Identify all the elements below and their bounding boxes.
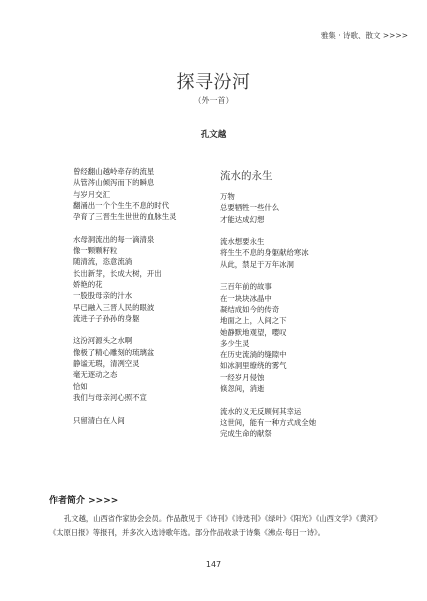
poem-line: 静谧无瑕，清冽空灵	[73, 359, 140, 369]
poem-line: 像极了精心雕刻的琉璃盆	[73, 347, 155, 357]
poem-line: 流水的义无反顾何其幸运	[220, 406, 302, 416]
author-name: 孔文越	[200, 130, 227, 140]
poem-line: 在一块块冰晶中	[220, 293, 272, 303]
stanza-break	[73, 222, 176, 233]
poem-line: 我们与母亲河心照不宣	[73, 392, 147, 402]
stanza-break	[73, 403, 176, 414]
poem-line: 娇艳的花	[73, 279, 103, 289]
stanza-break	[220, 270, 316, 281]
poem-line: 从此，禁足于万年冰洞	[220, 259, 294, 269]
poem-line: 从管涔山倾泻而下的瞬息	[73, 178, 155, 188]
stanza-break	[73, 324, 176, 335]
poem-line: 这世间，能有一种方式成全她	[220, 417, 317, 427]
poem-title: 探寻汾河	[176, 72, 251, 93]
poem-line: 她静默地观望，嘤叹	[220, 327, 287, 337]
second-poem-title: 流水的永生	[220, 170, 273, 182]
poem-line: 孕育了三晋生生世世的血脉生灵	[73, 212, 177, 222]
poem-line: 像一颗颗籽粒	[73, 246, 118, 256]
poem-line: 翻涌出一个个生生不息的时代	[73, 200, 170, 210]
poem-line: 一股股母亲的汁水	[73, 291, 133, 301]
poem-line: 早已融入三晋人民的眼波	[73, 302, 155, 312]
poem-line: 一经岁月侵蚀	[220, 372, 265, 382]
second-poem-body	[220, 191, 316, 440]
poem-line: 长出新芽，长成大树，开出	[73, 268, 162, 278]
poem-line: 地面之上，人间之下	[220, 316, 287, 326]
poem-line: 毫无逐动之态	[73, 370, 118, 380]
poem-line: 随清流，恣意流淌	[73, 257, 133, 267]
poem-line: 曾经翻山越岭牵存的流星	[73, 167, 155, 176]
poem-body	[73, 166, 176, 426]
poem-line: 恰如	[73, 381, 88, 391]
poem-line: 这汾河源头之水啊	[73, 336, 133, 346]
stanza-break	[220, 225, 316, 236]
poem-line: 才能达成幻想	[220, 214, 265, 224]
page-number: 147	[205, 560, 222, 569]
poem-line: 凝结成如今的传奇	[220, 304, 280, 314]
poem-line: 三百年前的故事	[220, 282, 272, 292]
poem-line: 总要牺牲一些什么	[220, 203, 280, 213]
poem-line: 万物	[220, 192, 235, 201]
poem-line: 多少生灵	[220, 338, 250, 348]
poem-line: 将生生不息的身躯献给寒冰	[220, 248, 309, 258]
poem-line: 与岁月交汇	[73, 189, 110, 199]
poem-line: 流进子子孙孙的身躯	[73, 313, 140, 323]
author-bio-heading: 作者简介 >>>>	[49, 496, 119, 506]
stanza-break	[220, 394, 316, 405]
poem-line: 水母洞流出的每一滴清泉	[73, 234, 155, 244]
poem-line: 如冰洞里缭绕的雾气	[220, 361, 287, 371]
poem-line: 倏忽间，消逝	[220, 384, 265, 394]
section-header: 雅集 · 诗歌、散文 >>>>	[320, 31, 408, 40]
poem-line: 完成生命的献祭	[220, 429, 272, 439]
poem-line: 流水想要永生	[220, 237, 265, 247]
poem-subtitle: （外一首）	[193, 96, 234, 105]
poem-line: 只留清白在人间	[73, 415, 125, 425]
author-bio-text: 孔文越，山西省作家协会会员。作品散见于《诗刊》《诗选刊》《绿叶》《阳光》《山西文学》《黄河》《太原日报》等报刊，并多次入选诗歌年选。部分作品收录于诗集《沸点·每日一诗》。	[49, 514, 378, 537]
poem-line: 在历史流淌的缝隙中	[220, 350, 287, 360]
